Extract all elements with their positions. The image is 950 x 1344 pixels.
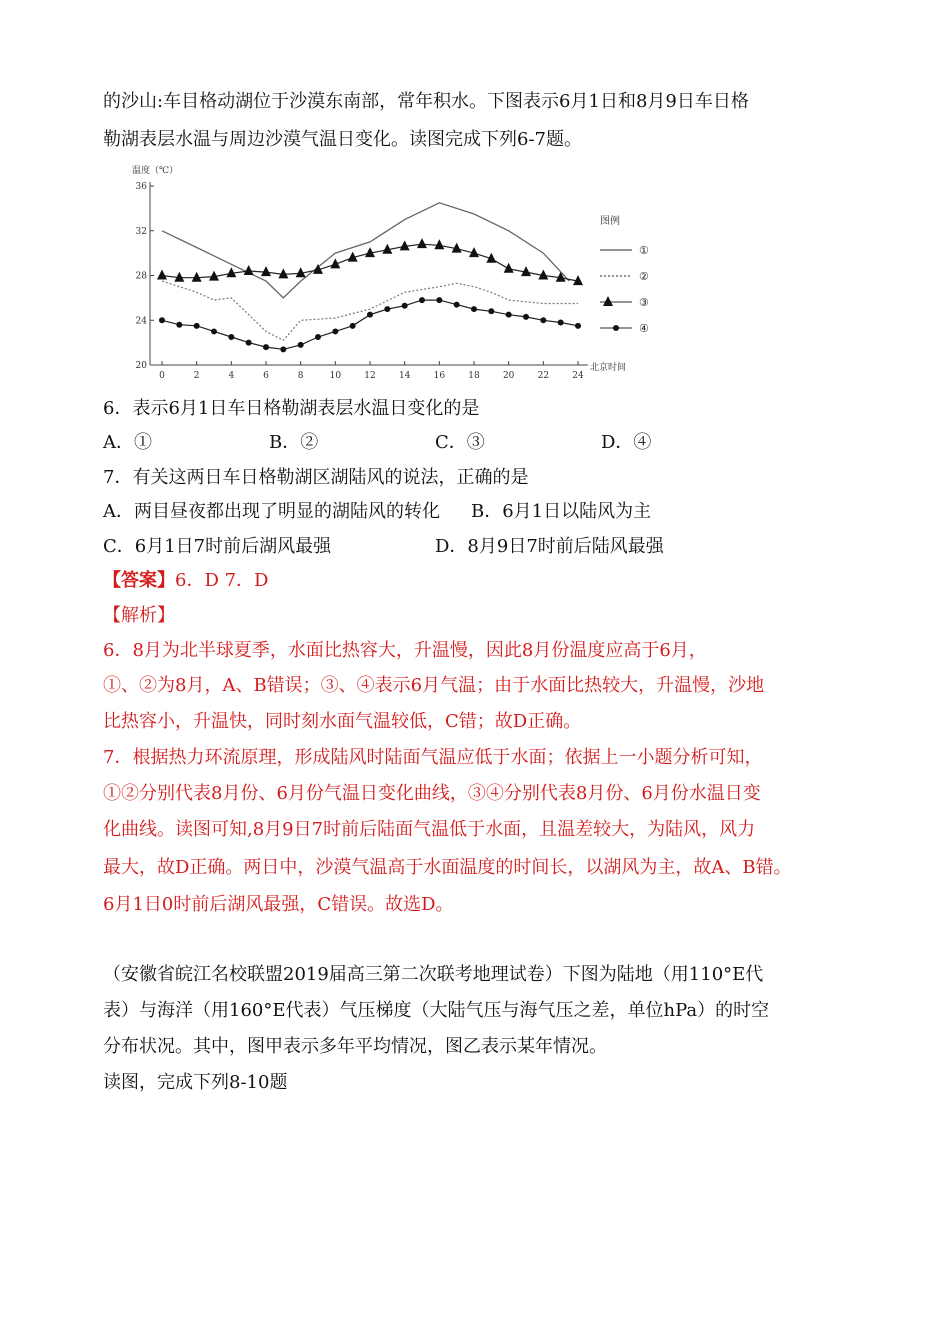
x-tick-label: 14 — [398, 371, 411, 381]
q6-option-d[interactable]: D．④ — [601, 432, 652, 453]
legend-label: ② — [639, 270, 649, 283]
series-4-marker — [194, 323, 200, 329]
q6-option-c[interactable]: C．③ — [435, 432, 485, 453]
series-4-marker — [558, 319, 564, 325]
series-4-marker — [384, 306, 390, 312]
q6-stem: 6．表示6月1日车日格勒湖表层水温日变化的是 — [103, 398, 480, 419]
series-4-marker — [211, 328, 217, 334]
series-4-marker — [402, 303, 408, 309]
series-4-marker — [280, 346, 286, 352]
section-intro-line: （安徽省皖江名校联盟2019届高三第二次联考地理试卷）下图为陆地（用110°E代 — [103, 964, 764, 985]
x-tick-label: 2 — [193, 371, 200, 381]
series-4-marker — [263, 344, 269, 350]
legend-label: ④ — [639, 322, 649, 335]
series-4-marker — [246, 340, 252, 346]
answer-text: 6．D 7．D — [175, 570, 269, 591]
q6-option-a[interactable]: A．① — [103, 432, 152, 453]
analysis-line: 7．根据热力环流原理，形成陆风时陆面气温应低于水面；依据上一小题分析可知， — [103, 747, 763, 768]
q7-option-b[interactable]: B．6月1日以陆风为主 — [471, 501, 652, 522]
x-tick-label: 6 — [263, 371, 269, 381]
series-4-marker — [419, 297, 425, 303]
series-4-marker — [228, 334, 234, 340]
series-4-marker — [471, 306, 477, 312]
y-axis-label: 温度（℃） — [132, 166, 179, 176]
analysis-line: 6．8月为北半球夏季，水面比热容大，升温慢，因此8月份温度应高于6月， — [103, 640, 707, 661]
section-intro-line: 表）与海洋（用160°E代表）气压梯度（大陆气压与海气压之差，单位hPa）的时空 — [103, 1000, 770, 1021]
series-4-marker — [159, 317, 165, 323]
q7-options-row1 — [103, 500, 651, 524]
q6-options — [103, 431, 651, 455]
series-4-marker — [350, 323, 356, 329]
series-4-marker — [436, 297, 442, 303]
series-4-marker — [454, 302, 460, 308]
series-4-marker — [506, 312, 512, 318]
q6-option-b[interactable]: B．② — [269, 432, 319, 453]
legend-label: ① — [639, 244, 649, 257]
x-tick-label: 16 — [433, 371, 446, 381]
q7-option-a[interactable]: A．两目昼夜都出现了明显的湖陆风的转化 — [103, 501, 440, 522]
analysis-line: 6月1日0时前后湖风最强，C错误。故选D。 — [103, 894, 454, 915]
x-tick-label: 12 — [364, 371, 376, 381]
y-tick-label: 36 — [135, 182, 147, 192]
y-tick-label: 20 — [135, 361, 147, 371]
y-tick-label: 32 — [135, 226, 147, 237]
q7-stem: 7．有关这两日车日格勒湖区湖陆风的说法，正确的是 — [103, 467, 529, 488]
legend-label: ③ — [639, 296, 649, 309]
q7-option-d[interactable]: D．8月9日7时前后陆风最强 — [435, 536, 664, 557]
analysis-line: 化曲线。读图可知,8月9日7时前后陆面气温低于水面，且温差较大，为陆风，风力 — [103, 819, 756, 840]
series-4-marker — [332, 328, 338, 334]
x-tick-label: 10 — [329, 371, 342, 381]
x-tick-label: 20 — [502, 371, 515, 381]
q7-options-row2 — [103, 535, 664, 559]
x-tick-label: 18 — [468, 371, 480, 381]
series-4-marker — [298, 342, 304, 348]
legend-title: 图例 — [600, 216, 620, 227]
analysis-line: ①②分别代表8月份、6月份气温日变化曲线，③④分别代表8月份、6月份水温日变 — [103, 783, 761, 804]
x-tick-label: 24 — [572, 371, 584, 381]
analysis-line: 最大，故D正确。两日中，沙漠气温高于水面温度的时间长，以湖风为主，故A、B错。 — [103, 857, 792, 878]
intro-line-1: 的沙山:车目格动湖位于沙漠东南部，常年积水。下图表示6月1日和8月9日车日格 — [103, 91, 749, 112]
series-4-marker — [176, 322, 182, 328]
analysis-line: 比热容小，升温快，同时刻水面气温较低，C错；故D正确。 — [103, 711, 582, 732]
intro-line-2: 勒湖表层水温与周边沙漠气温日变化。读图完成下列6-7题。 — [103, 129, 582, 150]
section-intro-line: 分布状况。其中，图甲表示多年平均情况，图乙表示某年情况。 — [103, 1036, 607, 1057]
y-tick-label: 24 — [135, 316, 147, 327]
x-axis-label: 北京时间 — [590, 363, 627, 373]
x-tick-label: 0 — [159, 371, 165, 381]
x-tick-label: 8 — [297, 371, 304, 381]
section-intro-line: 读图，完成下列8-10题 — [103, 1072, 288, 1093]
series-4-marker — [367, 312, 373, 318]
series-4-marker — [315, 334, 321, 340]
series-4-marker — [575, 323, 581, 329]
y-tick-label: 28 — [135, 271, 147, 282]
x-tick-label: 4 — [228, 371, 235, 381]
series-4-marker — [540, 317, 546, 323]
legend-dot-marker — [613, 325, 619, 331]
analysis-line: ①、②为8月，A、B错误；③、④表示6月气温；由于水面比热较大，升温慢，沙地 — [103, 675, 765, 696]
temperature-chart — [122, 160, 662, 384]
analysis-label: 【解析】 — [103, 605, 175, 626]
answer-label: 【答案】 — [103, 570, 175, 591]
series-4-marker — [488, 308, 494, 314]
q7-option-c[interactable]: C．6月1日7时前后湖风最强 — [103, 536, 332, 557]
x-tick-label: 22 — [537, 371, 550, 381]
series-4-marker — [523, 314, 529, 320]
answer-line — [103, 569, 269, 593]
